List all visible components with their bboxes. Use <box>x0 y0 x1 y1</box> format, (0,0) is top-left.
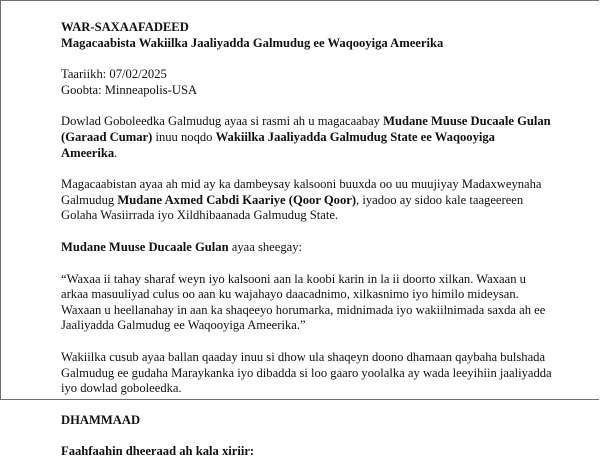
paragraph-text: Galmudug <box>61 192 118 207</box>
paragraph-text: inuu noqdo <box>152 129 216 144</box>
position-title: Wakiilka Jaaliyadda Galmudug State ee Waqooyiga <box>215 129 495 144</box>
paragraph-text: Golaha Wasiirrada iyo Xildhibaanada Galmudug State. <box>61 208 339 223</box>
paragraph-confidence <box>61 177 581 224</box>
quote-line: Jaaliyadda Galmudug ee Waqooyiga Ameerika.” <box>61 318 306 333</box>
press-release-document <box>61 20 581 460</box>
paragraph-text: . <box>114 145 118 160</box>
quote-intro <box>61 240 581 256</box>
paragraph-text: Dowlad Goboleedka Galmudug ayaa si rasmi ah u magacaabay <box>61 114 384 129</box>
quote-line: arkaa masuuliyad culus oo aan ku wajahayo daacadnimo, xilkasnimo iyo himilo mideysan. <box>61 287 519 302</box>
location-line: Goobta: Minneapolis-USA <box>61 82 198 97</box>
quote-line: Waxaan u heellanahay in aan ka shaqeeyo horumarka, midnimada iyo wakiilnimada saxda ah ee <box>61 302 546 317</box>
paragraph-text: Magacaabistan ayaa ah mid ay ka dambeysay kalsooni buuxda oo uu muujiyay Madaxweynaha <box>61 177 542 192</box>
paragraph-text: Wakiilka cusub ayaa ballan qaaday inuu si dhow ula shaqeyn doono dhamaan qaybaha bulshada <box>61 349 546 364</box>
quote-block <box>61 272 581 334</box>
appointee-alias: (Garaad Cumar) <box>61 129 153 144</box>
date-line: Taariikh: 07/02/2025 <box>61 67 167 82</box>
paragraph-appointment <box>61 114 581 161</box>
paragraph-text: iyo dowlad goboleedka. <box>61 381 182 396</box>
quote-intro-text: ayaa sheegay: <box>228 239 303 254</box>
end-marker: DHAMMAAD <box>61 412 141 427</box>
paragraph-text: Galmudug ee gudaha Maraykanka iyo dibadda si loo gaaro yoolalka ay wada leeyihiin jaaliyadda <box>61 365 552 380</box>
position-title-continued: Ameerika <box>61 145 115 160</box>
paragraph-commitment <box>61 350 581 397</box>
contact-heading: Faahfaahin dheeraad ah kala xiriir: <box>61 444 255 459</box>
paragraph-text: , iyadoo ay sidoo kale taageereen <box>356 192 524 207</box>
appointee-name: Mudane Muuse Ducaale Gulan <box>383 114 551 129</box>
president-name: Mudane Axmed Cabdi Kaariye (Qoor Qoor) <box>117 192 357 207</box>
quote-line: “Waxaa ii tahay sharaf weyn iyo kalsooni aan la koobi karin in la ii doorto xilkan. Waxaan u <box>61 271 526 286</box>
document-header: WAR-SAXAAFADEED <box>61 20 189 34</box>
speaker-name: Mudane Muuse Ducaale Gulan <box>61 239 229 254</box>
document-subheader: Magacaabista Wakiilka Jaaliyadda Galmudug ee Waqooyiga Ameerika <box>61 35 444 50</box>
